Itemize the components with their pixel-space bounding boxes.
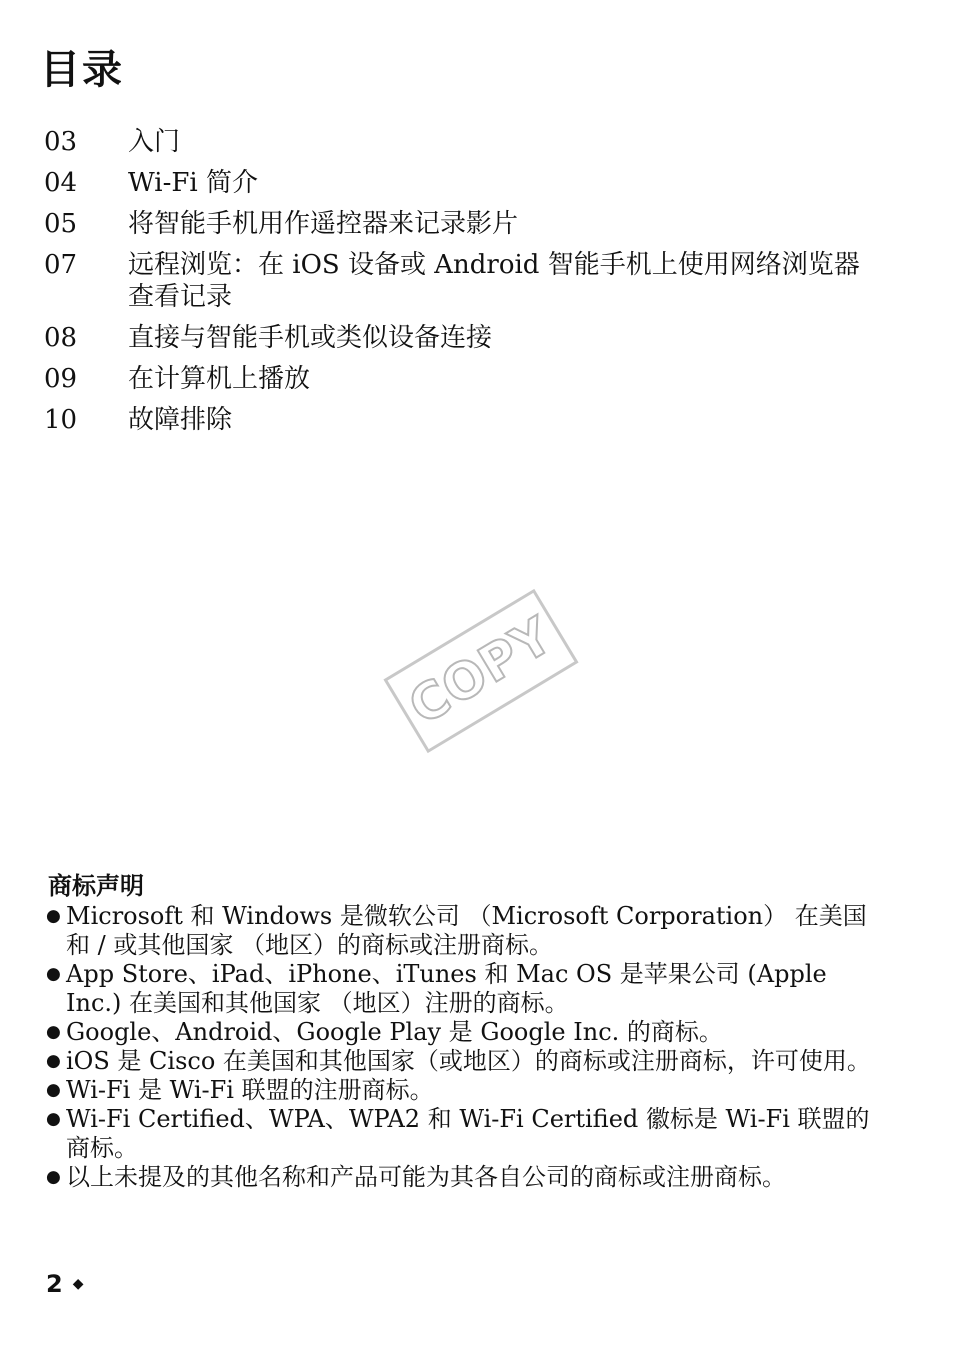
page-number: 2 <box>46 1270 63 1298</box>
trademark-item: ● Microsoft 和 Windows 是微软公司 （Microsoft Corporation） 在美国和 / 或其他国家 （地区）的商标或注册商标。 <box>46 902 876 960</box>
table-of-contents <box>44 126 884 445</box>
toc-page-number: 04 <box>44 168 78 198</box>
toc-page-number: 09 <box>44 364 78 394</box>
trademark-item: ● Wi-Fi 是 Wi-Fi 联盟的注册商标。 <box>46 1076 876 1105</box>
trademark-item: ● Google、Android、Google Play 是 Google Inc. 的商标。 <box>46 1018 876 1047</box>
toc-entry-text: Wi-Fi 简介 <box>128 168 258 198</box>
page-footer <box>46 1270 83 1298</box>
diamond-icon: ◆ <box>72 1276 84 1292</box>
toc-page-number: 08 <box>44 323 78 353</box>
toc-item[interactable] <box>44 322 884 354</box>
copy-watermark: COPY <box>383 589 578 753</box>
toc-entry-text: 故障排除 <box>128 405 233 435</box>
toc-item[interactable] <box>44 208 884 240</box>
toc-item[interactable] <box>44 404 884 436</box>
page-title: 目录 <box>40 47 124 93</box>
toc-entry-text: 在计算机上播放 <box>128 364 311 394</box>
toc-page-number: 03 <box>44 127 78 157</box>
toc-item[interactable] <box>44 167 884 199</box>
toc-page-number: 05 <box>44 209 78 239</box>
trademark-item: ● 以上未提及的其他名称和产品可能为其各自公司的商标或注册商标。 <box>46 1163 876 1192</box>
toc-entry-text: 入门 <box>128 127 181 157</box>
toc-page-number: 07 <box>44 250 78 280</box>
toc-item[interactable] <box>44 126 884 158</box>
trademarks-list <box>46 902 876 1192</box>
toc-item[interactable] <box>44 363 884 395</box>
trademark-item: ● iOS 是 Cisco 在美国和其他国家（或地区）的商标或注册商标，许可使用。 <box>46 1047 876 1076</box>
toc-entry-text: 将智能手机用作遥控器来记录影片 <box>128 209 519 239</box>
toc-entry-text: 远程浏览：在 iOS 设备或 Android 智能手机上使用网络浏览器查看记录 <box>128 250 860 312</box>
trademarks-heading: 商标声明 <box>48 872 144 900</box>
toc-page-number: 10 <box>44 405 78 435</box>
toc-item[interactable] <box>44 249 884 313</box>
toc-entry-text: 直接与智能手机或类似设备连接 <box>128 323 493 353</box>
trademark-item: ● App Store、iPad、iPhone、iTunes 和 Mac OS 是苹果公司 (Apple Inc.) 在美国和其他国家 （地区）注册的商标。 <box>46 960 876 1018</box>
trademark-item: ● Wi-Fi Certified、WPA、WPA2 和 Wi-Fi Certified 徽标是 Wi-Fi 联盟的商标。 <box>46 1105 876 1163</box>
